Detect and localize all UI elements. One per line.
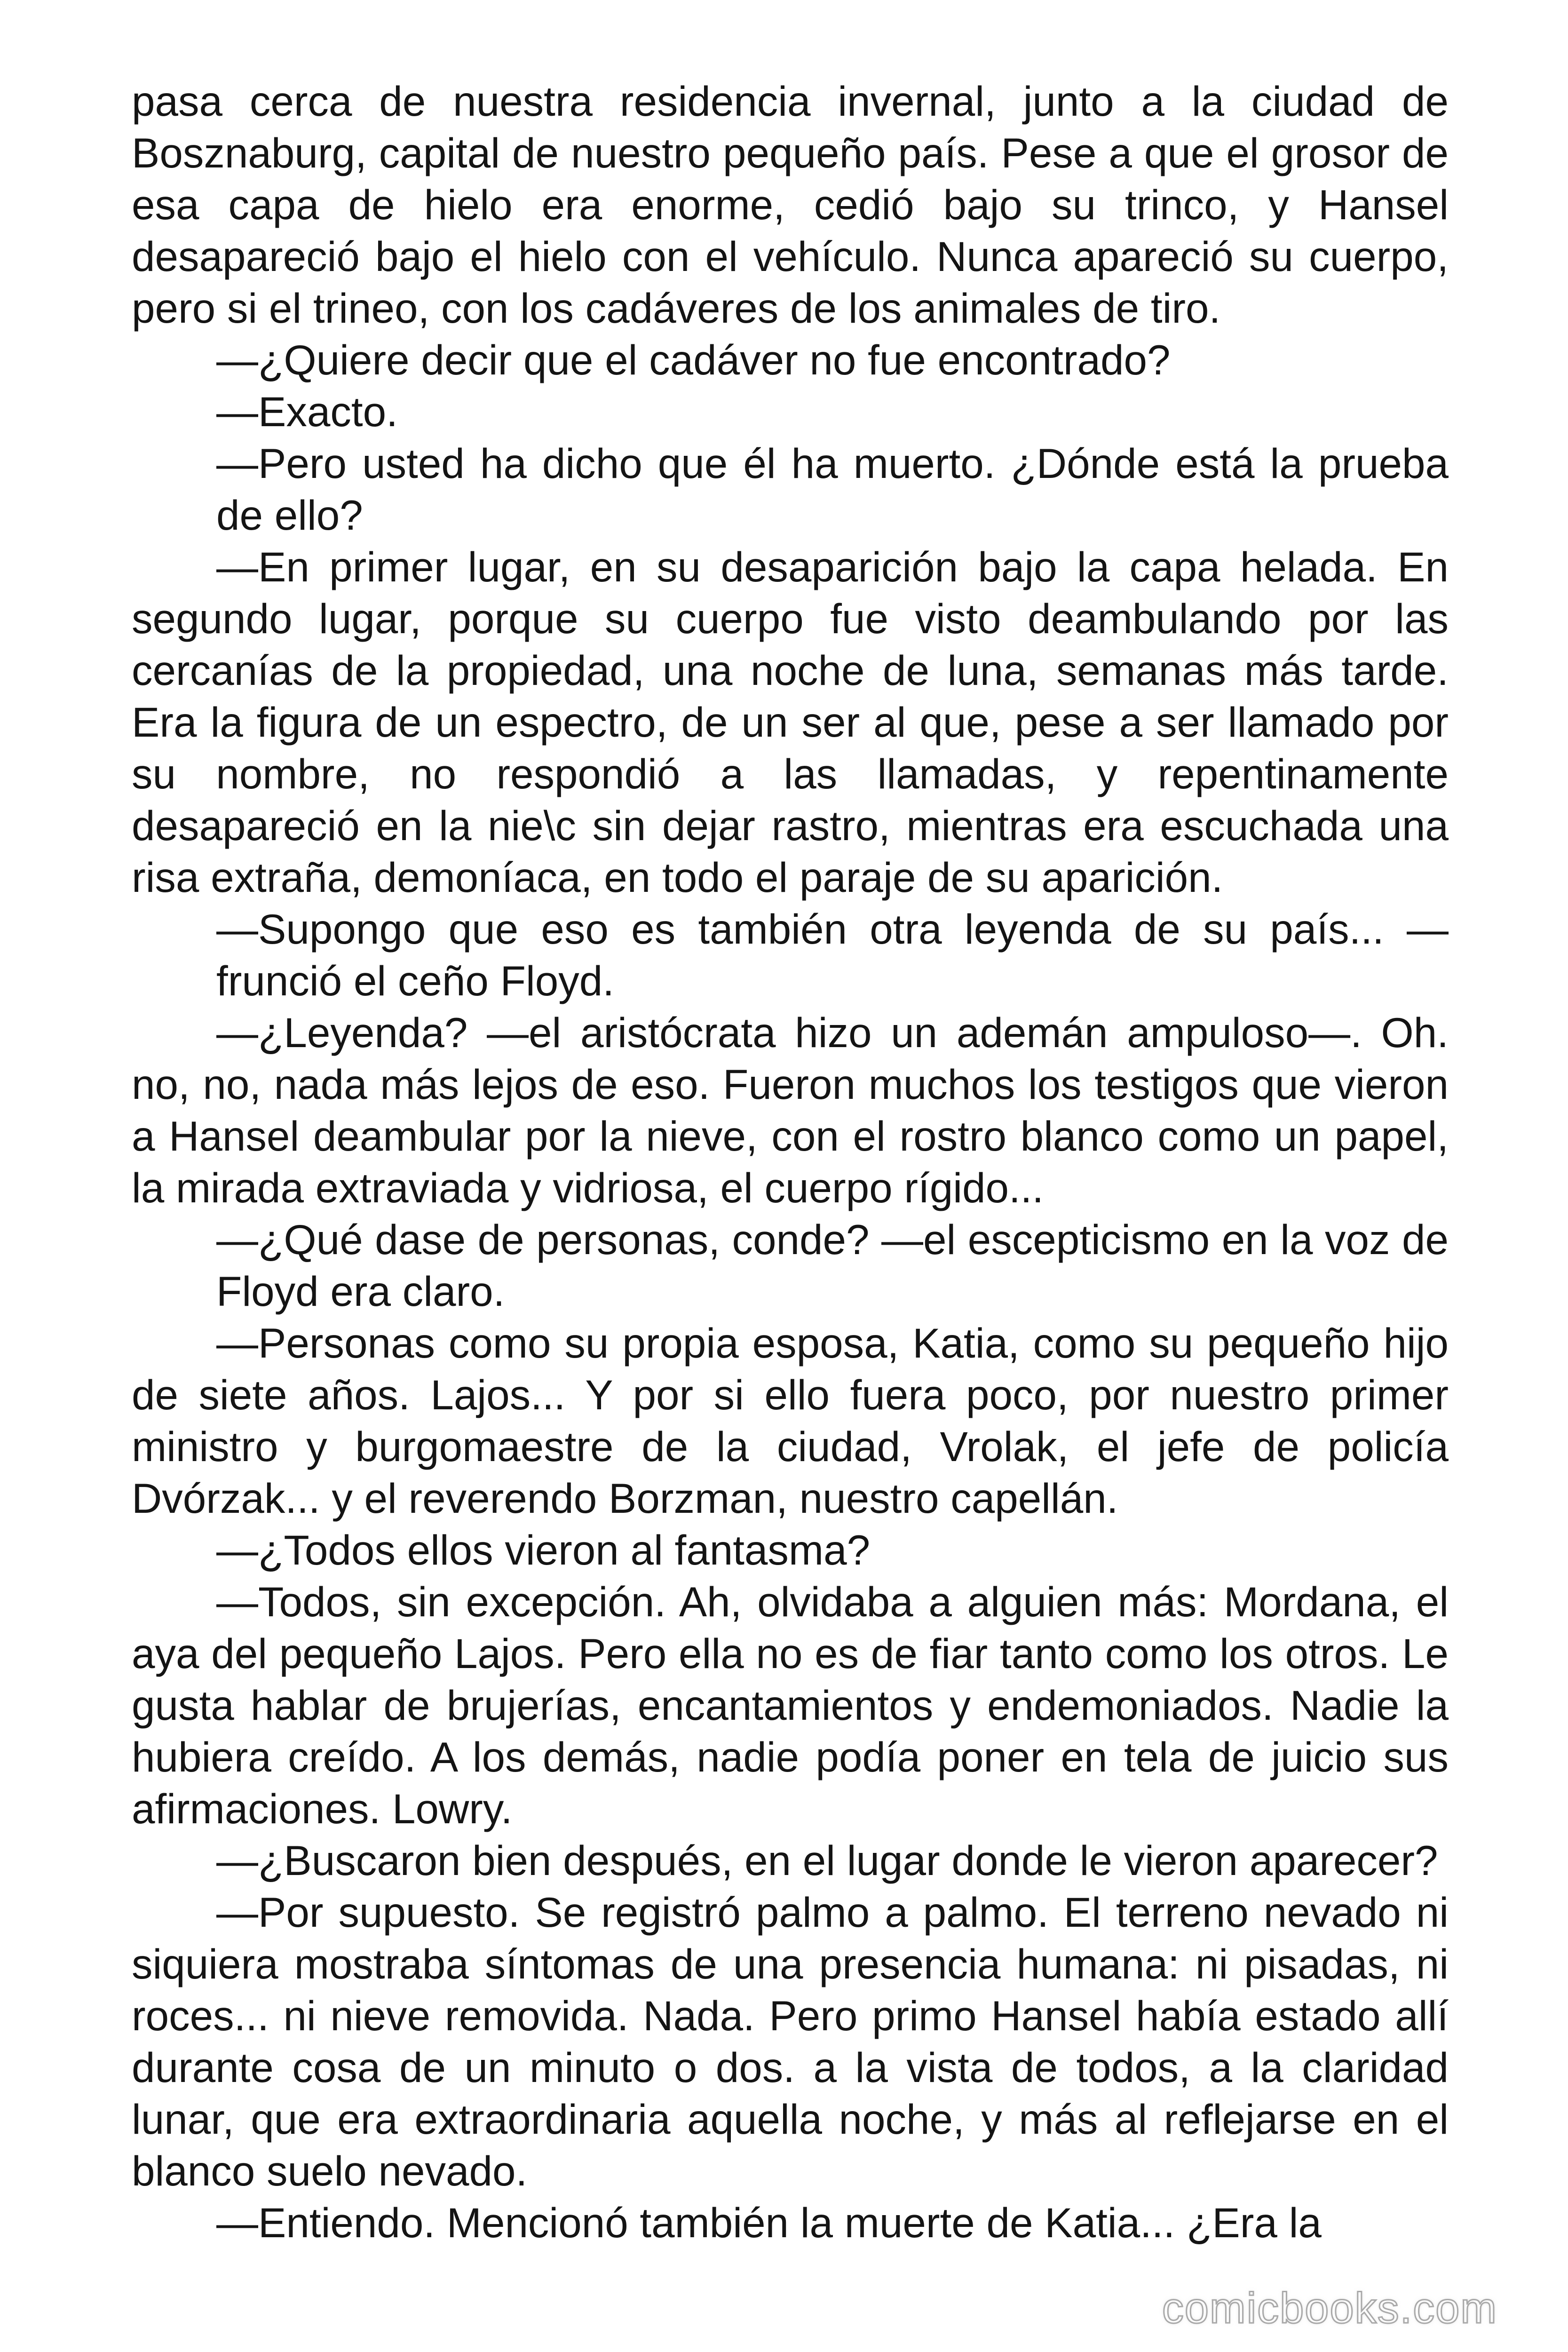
paragraph: —¿Leyenda? —el aristócrata hizo un ademán ampuloso—. Oh. no, no, nada más lejos de eso. Fueron muchos los testigos que vieron a Hansel deambular por la nieve, con el rostro blanco como un papel, la mirada extraviada y vidriosa, el cuerpo rígido... [132,1009,1449,1211]
paragraph: —¿Buscaron bien después, en el lugar donde le vieron aparecer? [216,1837,1438,1884]
paragraph: —¿Qué dase de personas, conde? —el escepticismo en la voz de Floyd era claro. [216,1216,1449,1315]
paragraph: —Por supuesto. Se registró palmo a palmo. El terreno nevado ni siquiera mostraba síntomas de una presencia humana: ni pisadas, ni roces... ni nieve removida. Nada. Pero primo Hansel había estado allí durante cosa de un minuto o dos. a la vista de todos, a la claridad lunar, que era extraordinaria aquella noche, y más al reflejarse en el blanco suelo nevado. [132,1889,1449,2194]
paragraph: pasa cerca de nuestra residencia invernal, junto a la ciudad de Bosznaburg, capital de nuestro pequeño país. Pese a que el grosor de esa capa de hielo era enorme, cedió bajo su trinco, y Hansel desapareció bajo el hielo con el vehículo. Nunca apareció su cuerpo, pero si el trineo, con los cadáveres de los animales de tiro. [132,78,1449,332]
paragraph: —En primer lugar, en su desaparición bajo la capa helada. En segundo lugar, porque su cuerpo fue visto deambulando por las cercanías de la propiedad, una noche de luna, semanas más tarde. Era la figura de un espectro, de un ser al que, pese a ser llamado por su nombre, no respondió a las llamadas, y repentinamente desapareció en la nie\c sin dejar rastro, mientras era escuchada una risa extraña, demoníaca, en todo el paraje de su aparición. [132,543,1449,901]
body-text [132,75,1449,2249]
paragraph: —Todos, sin excepción. Ah, olvidaba a alguien más: Mordana, el aya del pequeño Lajos. Pero ella no es de fiar tanto como los otros. Le gusta hablar de brujerías, encantamientos y endemoniados. Nadie la hubiera creído. A los demás, nadie podía poner en tela de juicio sus afirmaciones. Lowry. [132,1578,1449,1832]
paragraph: —Supongo que eso es también otra leyenda de su país... —frunció el ceño Floyd. [216,906,1449,1004]
paragraph: —¿Todos ellos vieron al fantasma? [216,1526,871,1573]
paragraph: —Exacto. [216,388,398,435]
watermark-text: comicbooks.com [1162,2284,1497,2332]
paragraph: —¿Quiere decir que el cadáver no fue encontrado? [216,336,1171,383]
paragraph: —Pero usted ha dicho que él ha muerto. ¿Dónde está la prueba de ello? [216,440,1449,539]
paragraph: —Entiendo. Mencionó también la muerte de Katia... ¿Era la [216,2199,1322,2246]
paragraph: —Personas como su propia esposa, Katia, como su pequeño hijo de siete años. Lajos... Y por si ello fuera poco, por nuestro primer ministro y burgomaestre de la ciudad, Vrolak, el jefe de policía Dvórzak... y el reverendo Borzman, nuestro capellán. [132,1319,1449,1522]
